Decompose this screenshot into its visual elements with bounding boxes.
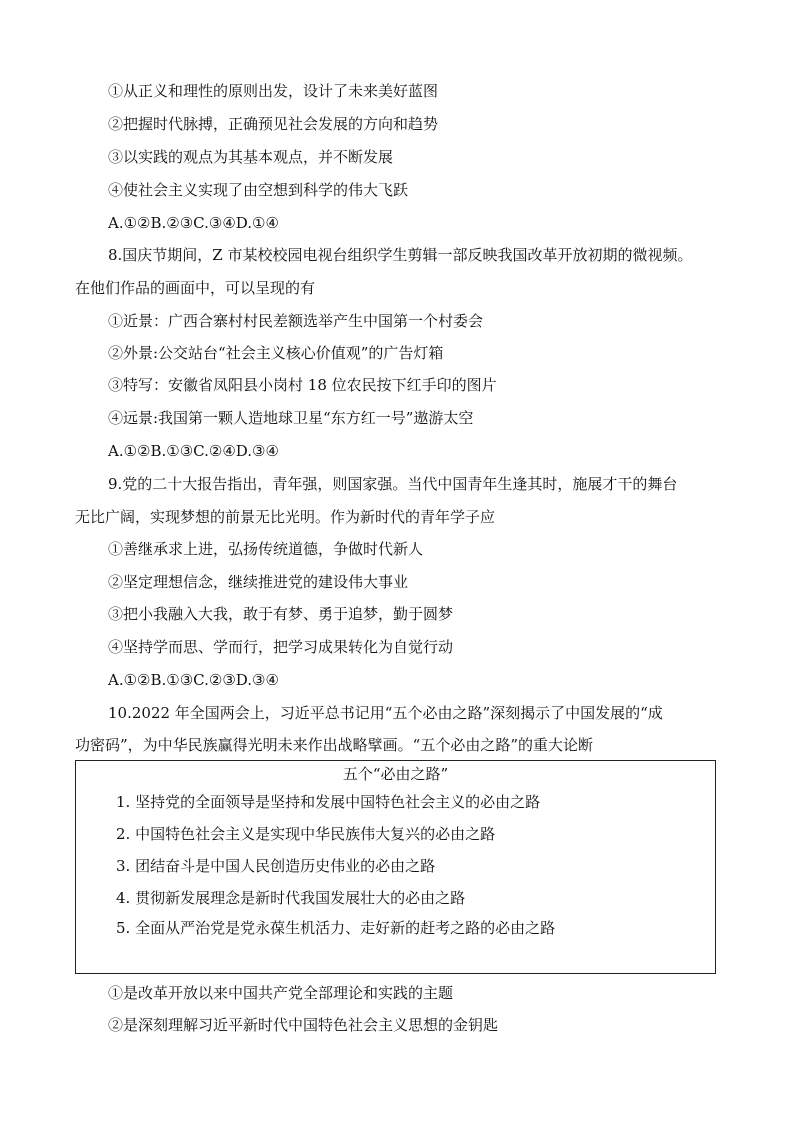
- q8-option-4: ④远景:我国第一颗人造地球卫星“东方红一号”遨游太空: [108, 409, 474, 427]
- q8-option-3: ③特写：安徽省凤阳县小岗村 18 位农民按下红手印的图片: [108, 376, 497, 394]
- q10-option-1: ①是改革开放以来中国共产党全部理论和实践的主题: [108, 984, 454, 1002]
- q9-option-2: ②坚定理想信念，继续推进党的建设伟大事业: [108, 573, 409, 591]
- q9-option-4: ④坚持学而思、学而行，把学习成果转化为自觉行动: [108, 638, 454, 656]
- q10-option-2: ②是深刻理解习近平新时代中国特色社会主义思想的金钥匙: [108, 1016, 499, 1034]
- five-paths-item-2: 2. 中国特色社会主义是实现中华民族伟大复兴的必由之路: [116, 825, 496, 843]
- q8-stem-line1: 8.国庆节期间，Z 市某校校园电视台组织学生剪辑一部反映我国改革开放初期的微视频。: [108, 246, 693, 264]
- five-paths-item-5: 5. 全面从严治党是党永葆生机活力、走好新的赶考之路的必由之路: [116, 919, 556, 937]
- q10-stem-line2: 功密码”，为中华民族赢得光明未来作出战略擘画。“五个必由之路”的重大论断: [75, 736, 594, 754]
- q7-option-1: ①从正义和理性的原则出发，设计了未来美好蓝图: [108, 82, 439, 100]
- five-paths-item-3: 3. 团结奋斗是中国人民创造历史伟业的必由之路: [116, 857, 436, 875]
- five-paths-box-title: 五个“必由之路”: [342, 765, 449, 783]
- q9-stem-line1: 9.党的二十大报告指出，青年强，则国家强。当代中国青年生逢其时，施展才干的舞台: [108, 475, 678, 493]
- q8-option-1: ①近景：广西合寨村村民差额选举产生中国第一个村委会: [108, 312, 484, 330]
- q9-stem-line2: 无比广阔，实现梦想的前景无比光明。作为新时代的青年学子应: [75, 508, 496, 526]
- five-paths-item-4: 4. 贯彻新发展理念是新时代我国发展壮大的必由之路: [116, 889, 466, 907]
- q8-stem-line2: 在他们作品的画面中，可以呈现的有: [75, 279, 316, 297]
- q8-option-2: ②外景:公交站台“社会主义核心价值观”的广告灯箱: [108, 344, 444, 362]
- five-paths-item-1: 1. 坚持党的全面领导是坚持和发展中国特色社会主义的必由之路: [116, 793, 541, 811]
- q9-answer-choices: A.①②B.①③C.②③D.③④: [108, 671, 279, 689]
- q7-option-3: ③以实践的观点为其基本观点，并不断发展: [108, 148, 394, 166]
- q7-option-4: ④使社会主义实现了由空想到科学的伟大飞跃: [108, 181, 409, 199]
- q9-option-1: ①善继承求上进，弘扬传统道德，争做时代新人: [108, 540, 424, 558]
- five-paths-box: [75, 760, 716, 974]
- q7-answer-choices: A.①②B.②③C.③④D.①④: [108, 214, 279, 232]
- q10-stem-line1: 10.2022 年全国两会上，习近平总书记用“五个必由之路”深刻揭示了中国发展的“成: [108, 704, 663, 722]
- q9-option-3: ③把小我融入大我，敢于有梦、勇于追梦，勤于圆梦: [108, 605, 454, 623]
- q8-answer-choices: A.①②B.①③C.②④D.③④: [108, 442, 279, 460]
- q7-option-2: ②把握时代脉搏，正确预见社会发展的方向和趋势: [108, 115, 439, 133]
